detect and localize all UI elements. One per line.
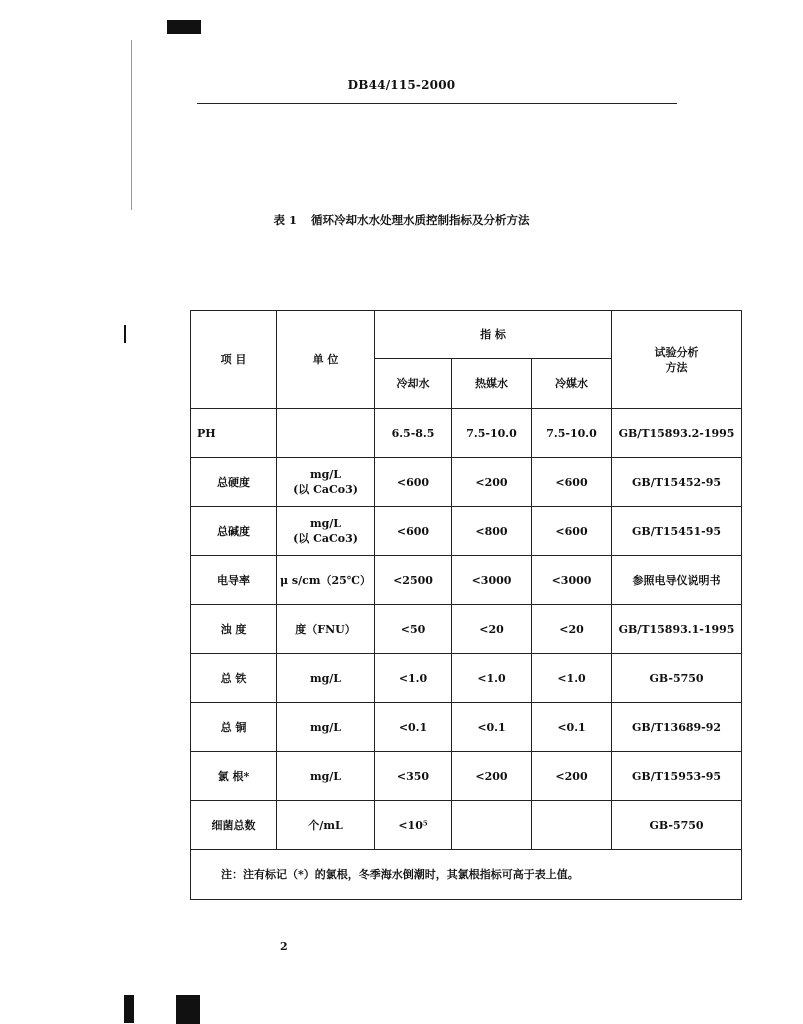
row-item: 氯 根* [191,752,277,801]
row-heating: 7.5-10.0 [452,409,532,458]
row-cooling: <0.1 [375,703,452,752]
row-cooling: <600 [375,458,452,507]
row-chilled: <0.1 [532,703,612,752]
row-unit: 度（FNU） [277,605,375,654]
table-row [191,703,742,752]
table-row [191,752,742,801]
row-method: GB/T15893.2-1995 [612,409,742,458]
row-unit: mg/L [277,703,375,752]
col-header-method-line-2: 方法 [665,360,688,374]
row-chilled: <3000 [532,556,612,605]
row-method: GB-5750 [612,801,742,850]
scan-mark-top [167,20,201,34]
row-item: 细菌总数 [191,801,277,850]
table-row [191,409,742,458]
row-method: GB/T15953-95 [612,752,742,801]
table-row [191,654,742,703]
row-unit: 个/mL [277,801,375,850]
row-heating: <800 [452,507,532,556]
row-cooling: <1.0 [375,654,452,703]
row-unit-line-1: mg/L [309,517,342,530]
row-item: PH [191,409,277,458]
table-row [191,605,742,654]
row-unit-line-2: (以 CaCo3) [293,532,358,545]
table-row [191,556,742,605]
page-number: 2 [280,940,288,953]
row-method: GB/T15893.1-1995 [612,605,742,654]
row-cooling: <350 [375,752,452,801]
standard-code: DB44/115-2000 [347,78,456,92]
note-row [191,850,742,900]
header-row-1 [191,311,742,359]
row-heating: <0.1 [452,703,532,752]
row-chilled: <200 [532,752,612,801]
row-chilled: <600 [532,507,612,556]
col-header-unit: 单 位 [277,311,375,409]
row-heating: <200 [452,752,532,801]
row-cooling: 6.5-8.5 [375,409,452,458]
row-heating [452,801,532,850]
row-unit [277,409,375,458]
row-item: 总硬度 [191,458,277,507]
row-cooling: <600 [375,507,452,556]
sub-col-chilled: 冷媒水 [532,359,612,409]
row-unit: μ s/cm（25℃） [277,556,375,605]
row-cooling: <10⁵ [375,801,452,850]
row-unit [277,458,375,507]
col-header-method [612,311,742,409]
row-cooling: <2500 [375,556,452,605]
table-row [191,507,742,556]
row-heating: <3000 [452,556,532,605]
scan-line-left-2 [124,325,126,343]
row-unit [277,507,375,556]
row-method: GB/T15452-95 [612,458,742,507]
table-note: 注：注有标记（*）的氯根，冬季海水倒潮时，其氯根指标可高于表上值。 [191,850,742,900]
scan-mark-bottom-1 [124,995,134,1023]
row-cooling: <50 [375,605,452,654]
table-caption [0,212,803,228]
scan-mark-bottom-2 [176,995,200,1024]
row-unit: mg/L [277,654,375,703]
row-method: 参照电导仪说明书 [612,556,742,605]
row-item: 总 铜 [191,703,277,752]
row-chilled [532,801,612,850]
row-item: 浊 度 [191,605,277,654]
row-heating: <1.0 [452,654,532,703]
row-chilled: <20 [532,605,612,654]
col-header-item: 项 目 [191,311,277,409]
row-chilled: <1.0 [532,654,612,703]
row-heating: <200 [452,458,532,507]
row-unit: mg/L [277,752,375,801]
row-item: 电导率 [191,556,277,605]
table-caption-title: 循环冷却水水处理水质控制指标及分析方法 [311,213,530,227]
sub-col-heating: 热媒水 [452,359,532,409]
col-header-index: 指 标 [375,311,612,359]
row-method: GB/T15451-95 [612,507,742,556]
row-method: GB-5750 [612,654,742,703]
col-header-method-line-1: 试验分析 [654,345,699,359]
row-chilled: 7.5-10.0 [532,409,612,458]
header-rule [197,103,677,104]
water-quality-table [190,310,742,900]
row-method: GB/T13689-92 [612,703,742,752]
row-unit-line-1: mg/L [309,468,342,481]
row-chilled: <600 [532,458,612,507]
table-caption-number: 表 1 [273,213,297,227]
row-heating: <20 [452,605,532,654]
row-item: 总碱度 [191,507,277,556]
sub-col-cooling: 冷却水 [375,359,452,409]
table-row [191,801,742,850]
row-unit-line-2: (以 CaCo3) [293,483,358,496]
row-item: 总 铁 [191,654,277,703]
table-row [191,458,742,507]
scan-line-left [131,40,132,210]
